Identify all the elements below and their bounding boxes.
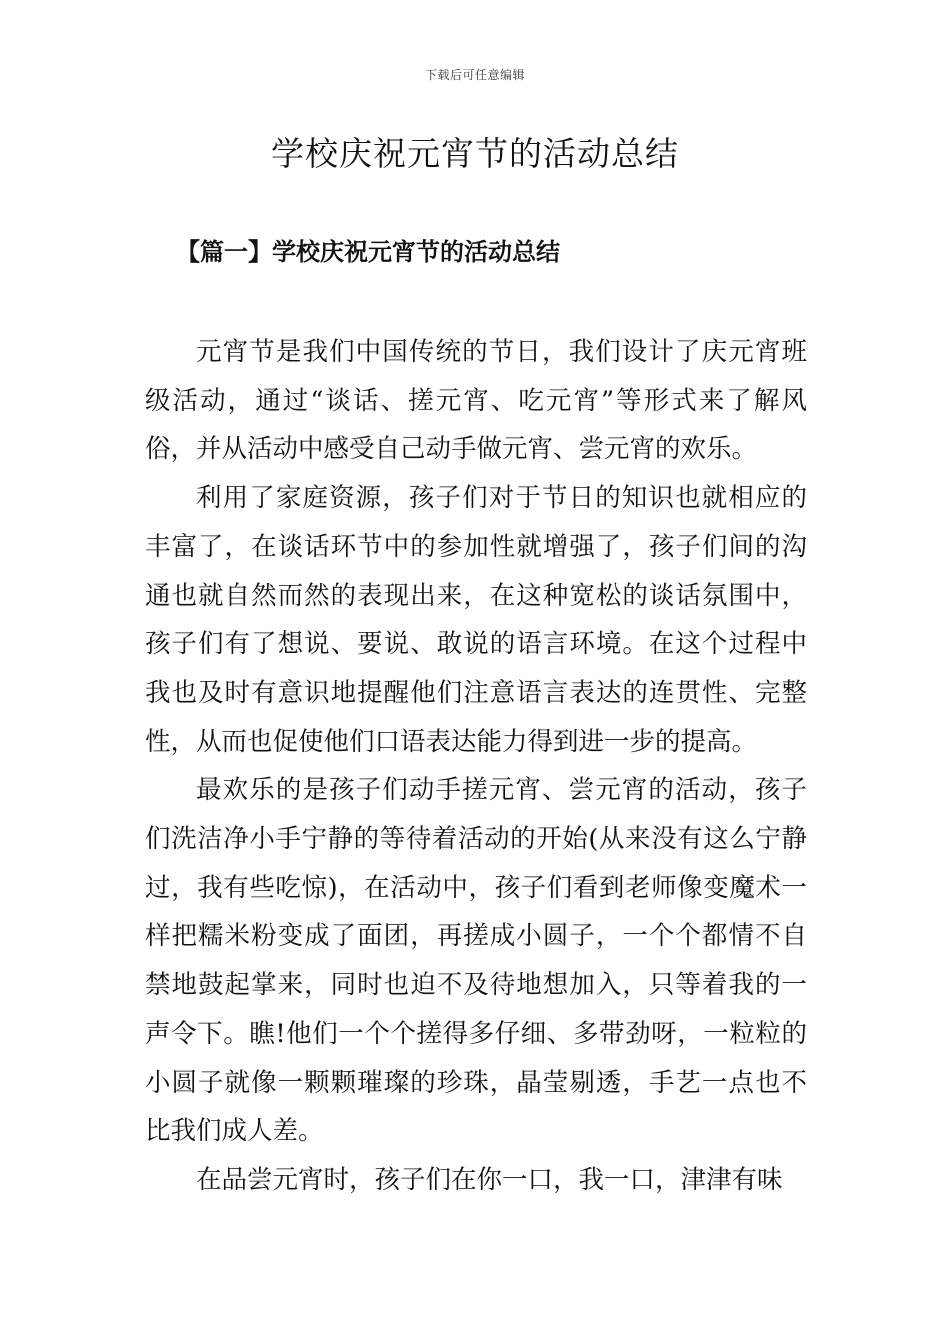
paragraph-4: 在品尝元宵时，孩子们在你一口，我一口，津津有味	[196, 1164, 783, 1195]
paragraph-1: 元宵节是我们中国传统的节日，我们设计了庆元宵班级活动，通过“谈话、搓元宵、吃元宵”等形式来了解风俗，并从活动中感受自己动手做元宵、尝元宵的欢乐。	[145, 337, 807, 465]
section-heading: 【篇一】学校庆祝元宵节的活动总结	[176, 237, 560, 266]
document-title: 学校庆祝元宵节的活动总结	[271, 134, 679, 173]
paragraph-3: 最欢乐的是孩子们动手搓元宵、尝元宵的活动，孩子们洗洁净小手宁静的等待着活动的开始(从来没有这么宁静过，我有些吃惊)，在活动中，孩子们看到老师像变魔术一样把糯米粉变成了面团，再搓成小圆子，一个个都情不自禁地鼓起掌来，同时也迫不及待地想加入，只等着我的一声令下。瞧!他们一个个搓得多仔细、多带劲呀，一粒粒的小圆子就像一颗颗璀璨的珍珠，晶莹剔透，手艺一点也不比我们成人差。	[145, 775, 807, 1147]
header-note: 下载后可任意编辑	[424, 68, 525, 82]
body-text	[145, 328, 807, 1205]
paragraph-2: 利用了家庭资源，孩子们对于节日的知识也就相应的丰富了，在谈话环节中的参加性就增强了，孩子们间的沟通也就自然而然的表现出来，在这种宽松的谈话氛围中，孩子们有了想说、要说、敢说的语言环境。在这个过程中我也及时有意识地提醒他们注意语言表达的连贯性、完整性，从而也促使他们口语表达能力得到进一步的提高。	[145, 483, 807, 757]
